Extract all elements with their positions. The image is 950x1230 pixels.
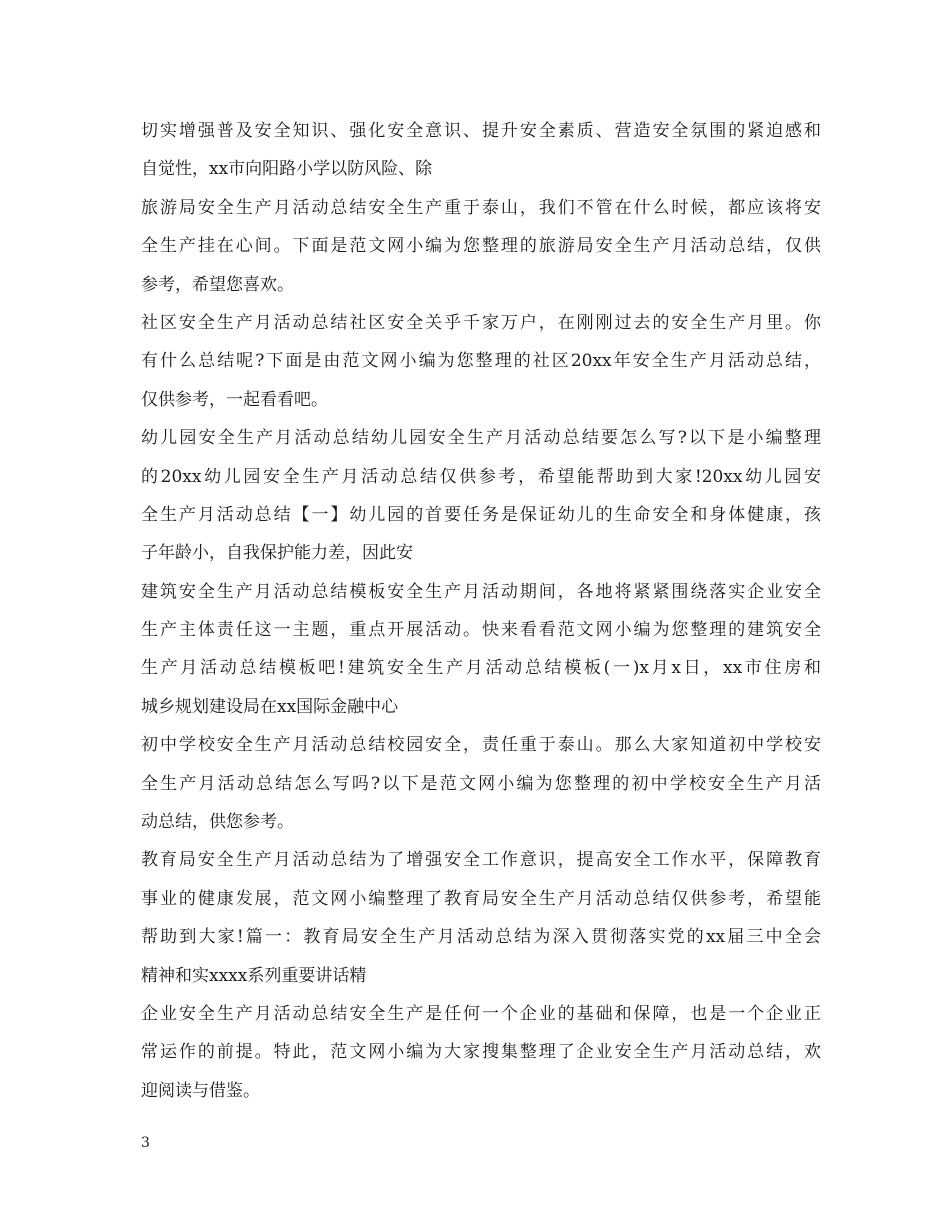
paragraph-line: 教育局安全生产月活动总结为了增强安全工作意识，提高安全工作水平，保障教育 xyxy=(141,850,821,871)
paragraph-line: 旅游局安全生产月活动总结安全生产重于泰山，我们不管在什么时候，都应该将安 xyxy=(141,197,821,218)
paragraph-line: 帮助到大家!篇一：教育局安全生产月活动总结为深入贯彻落实党的xx届三中全会 xyxy=(141,927,821,948)
paragraph-line: 仅供参考，一起看看吧。 xyxy=(141,389,328,410)
paragraph-line: 有什么总结呢?下面是由范文网小编为您整理的社区20xx年安全生产月活动总结， xyxy=(141,351,821,372)
paragraph-line: 全生产月活动总结怎么写吗?以下是范文网小编为您整理的初中学校安全生产月活 xyxy=(141,773,821,794)
paragraph-line: 全生产月活动总结【一】幼儿园的首要任务是保证幼儿的生命安全和身体健康，孩 xyxy=(141,504,821,525)
paragraph-line: 精神和实xxxx系列重要讲话精 xyxy=(141,965,367,986)
paragraph-line: 城乡规划建设局在xx国际金融中心 xyxy=(141,696,399,717)
paragraph-line: 参考，希望您喜欢。 xyxy=(141,274,294,295)
paragraph-line: 的20xx幼儿园安全生产月活动总结仅供参考，希望能帮助到大家!20xx幼儿园安 xyxy=(141,466,821,487)
document-body xyxy=(141,112,821,1110)
paragraph xyxy=(141,189,821,304)
paragraph xyxy=(141,841,821,995)
paragraph xyxy=(141,573,821,727)
paragraph-line: 社区安全生产月活动总结社区安全关乎千家万户，在刚刚过去的安全生产月里。你 xyxy=(141,312,821,333)
paragraph-line: 全生产挂在心间。下面是范文网小编为您整理的旅游局安全生产月活动总结，仅供 xyxy=(141,236,821,257)
paragraph-line: 切实增强普及安全知识、强化安全意识、提升安全素质、营造安全氛围的紧迫感和 xyxy=(141,121,821,141)
paragraph-line: 建筑安全生产月活动总结模板安全生产月活动期间，各地将紧紧围绕落实企业安全 xyxy=(141,581,821,602)
paragraph-line: 动总结，供您参考。 xyxy=(141,812,294,833)
paragraph xyxy=(141,726,821,841)
paragraph-line: 事业的健康发展，范文网小编整理了教育局安全生产月活动总结仅供参考，希望能 xyxy=(141,888,821,909)
paragraph-line: 初中学校安全生产月活动总结校园安全，责任重于泰山。那么大家知道初中学校安 xyxy=(141,735,821,756)
paragraph xyxy=(141,112,821,189)
paragraph-line: 幼儿园安全生产月活动总结幼儿园安全生产月活动总结要怎么写?以下是小编整理 xyxy=(141,428,821,449)
paragraph-line: 生产月活动总结模板吧!建筑安全生产月活动总结模板(一)x月x日，xx市住房和 xyxy=(141,658,821,679)
paragraph-line: 自觉性，xx市向阳路小学以防风险、除 xyxy=(141,159,433,180)
paragraph xyxy=(141,419,821,573)
paragraph xyxy=(141,304,821,419)
paragraph-line: 生产主体责任这一主题，重点开展活动。快来看看范文网小编为您整理的建筑安全 xyxy=(141,620,821,641)
paragraph xyxy=(141,995,821,1110)
paragraph-line: 子年龄小，自我保护能力差，因此安 xyxy=(141,543,413,564)
page-number: 3 xyxy=(141,1135,150,1151)
paragraph-line: 企业安全生产月活动总结安全生产是任何一个企业的基础和保障，也是一个企业正 xyxy=(141,1003,821,1024)
paragraph-line: 迎阅读与借鉴。 xyxy=(141,1080,260,1101)
paragraph-line: 常运作的前提。特此，范文网小编为大家搜集整理了企业安全生产月活动总结，欢 xyxy=(141,1042,821,1063)
